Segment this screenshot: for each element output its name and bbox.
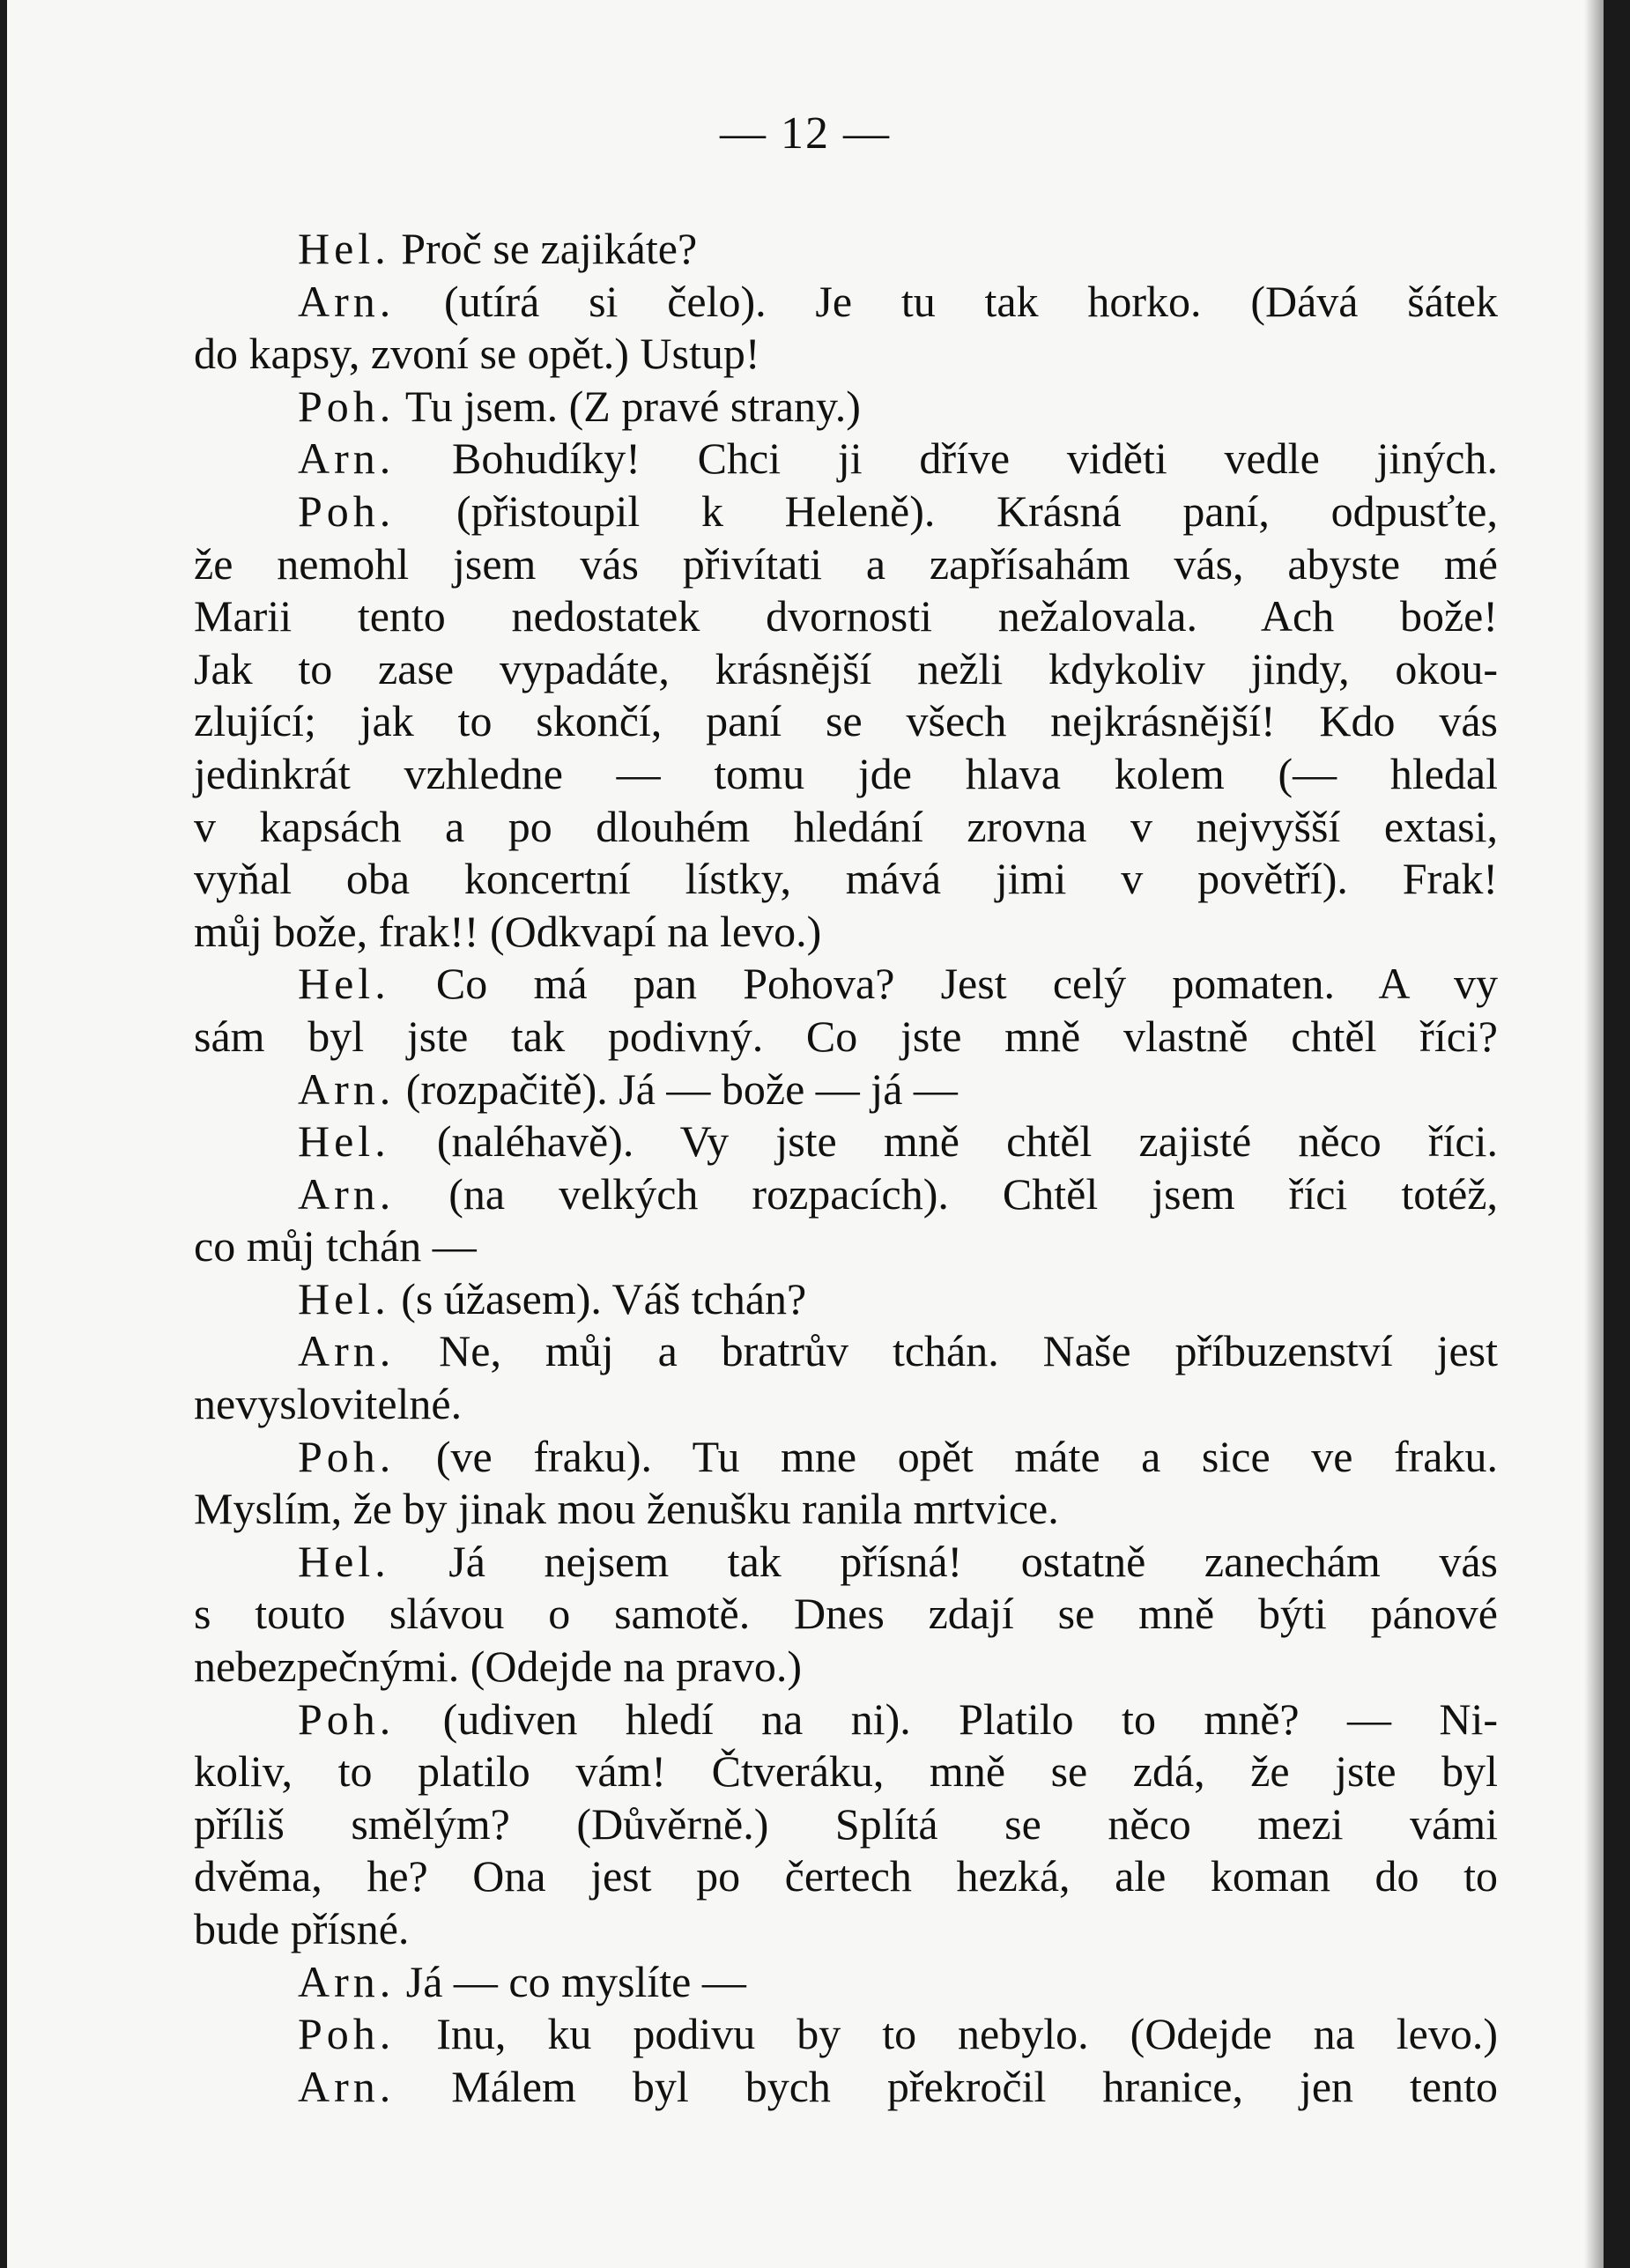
line-text: zlující; jak to skončí, paní se všech nejkrásnější! Kdo vás bbox=[194, 696, 1498, 746]
text-line bbox=[194, 433, 1498, 485]
speaker-name: Hel. bbox=[298, 1116, 390, 1167]
speaker-name: Poh. bbox=[298, 2009, 396, 2059]
line-text: (na velkých rozpacích). Chtěl jsem říci totéž, bbox=[395, 1168, 1498, 1219]
line-text: můj bože, frak!! (Odkvapí na levo.) bbox=[194, 906, 822, 956]
line-text: (přistoupil k Heleně). Krásná paní, odpusťte, bbox=[395, 485, 1498, 536]
speaker-name: Poh. bbox=[298, 381, 396, 431]
speaker-name: Poh. bbox=[298, 485, 396, 536]
line-text: (udiven hledí na ni). Platilo to mně? — Ni- bbox=[395, 1694, 1498, 1744]
speaker-name: Arn. bbox=[298, 276, 396, 326]
line-text: Ne, můj a bratrův tchán. Naše příbuzenství jest bbox=[395, 1326, 1498, 1376]
line-text: (rozpačitě). Já — bože — já — bbox=[395, 1064, 958, 1114]
line-text: Myslím, že by jinak mou ženušku ranila mrtvice. bbox=[194, 1484, 1059, 1534]
line-text: jedinkrát vzhledne — tomu jde hlava kolem (— hledal bbox=[194, 748, 1498, 798]
line-text: koliv, to platilo vám! Čtveráku, mně se zdá, že jste byl bbox=[194, 1746, 1498, 1797]
text-line bbox=[194, 1536, 1498, 1589]
speaker-name: Arn. bbox=[298, 1064, 396, 1114]
text-line bbox=[194, 1273, 1498, 1326]
page-edge-shadow bbox=[1584, 0, 1604, 2268]
text-line bbox=[194, 538, 1498, 591]
page-number: — 12 — bbox=[720, 108, 891, 159]
text-line bbox=[194, 748, 1498, 801]
speaker-name: Arn. bbox=[298, 434, 396, 484]
speaker-name: Poh. bbox=[298, 1694, 396, 1744]
line-text: Jak to zase vypadáte, krásnější nežli kdykoliv jindy, okou- bbox=[194, 643, 1498, 693]
speaker-name: Hel. bbox=[298, 1273, 390, 1323]
line-text: Marii tento nedostatek dvornosti nežalovala. Ach bože! bbox=[194, 591, 1498, 641]
text-line bbox=[194, 1431, 1498, 1484]
text-line bbox=[194, 1011, 1498, 1064]
line-text: Já nejsem tak přísná! ostatně zanechám vás bbox=[389, 1536, 1498, 1586]
speaker-name: Hel. bbox=[298, 224, 390, 273]
speaker-name: Hel. bbox=[298, 959, 390, 1009]
speaker-name: Arn. bbox=[298, 1168, 396, 1219]
text-line bbox=[194, 1220, 1498, 1273]
dialogue-text bbox=[194, 223, 1498, 2113]
text-line bbox=[194, 2008, 1498, 2061]
line-text: do kapsy, zvoní se opět.) Ustup! bbox=[194, 329, 760, 379]
line-text: dvěma, he? Ona jest po čertech hezká, ale koman do to bbox=[194, 1851, 1498, 1901]
line-text: (ve fraku). Tu mne opět máte a sice ve fraku. bbox=[395, 1431, 1498, 1481]
line-text: nevyslovitelné. bbox=[194, 1379, 463, 1429]
book-page bbox=[7, 0, 1604, 2268]
line-text: Proč se zajikáte? bbox=[389, 224, 698, 273]
text-line bbox=[194, 1378, 1498, 1431]
line-text: (naléhavě). Vy jste mně chtěl zajisté něco říci. bbox=[389, 1116, 1498, 1167]
text-line bbox=[194, 1903, 1498, 1956]
text-line bbox=[194, 801, 1498, 854]
line-text: Co má pan Pohova? Jest celý pomaten. A vy bbox=[389, 959, 1498, 1009]
text-line bbox=[194, 1168, 1498, 1221]
line-text: nebezpečnými. (Odejde na pravo.) bbox=[194, 1642, 802, 1692]
text-line bbox=[194, 695, 1498, 748]
text-line bbox=[194, 1115, 1498, 1168]
text-line bbox=[194, 1641, 1498, 1694]
text-line bbox=[194, 276, 1498, 329]
text-line bbox=[194, 1483, 1498, 1536]
line-text: Málem byl bych překročil hranice, jen tento bbox=[395, 2061, 1498, 2111]
speaker-name: Arn. bbox=[298, 2061, 396, 2111]
line-text: co můj tchán — bbox=[194, 1221, 477, 1271]
text-line bbox=[194, 1325, 1498, 1378]
line-text: že nemohl jsem vás přivítati a zapřísahám vás, abyste mé bbox=[194, 538, 1498, 589]
text-line bbox=[194, 328, 1498, 381]
text-line bbox=[194, 1694, 1498, 1746]
speaker-name: Poh. bbox=[298, 1431, 396, 1481]
line-text: příliš smělým? (Důvěrně.) Splítá se něco mezi vámi bbox=[194, 1798, 1498, 1849]
text-line bbox=[194, 381, 1498, 434]
line-text: sám byl jste tak podivný. Co jste mně vlastně chtěl říci? bbox=[194, 1011, 1498, 1061]
speaker-name: Arn. bbox=[298, 1956, 396, 2006]
line-text: (utírá si čelo). Je tu tak horko. (Dává šátek bbox=[395, 276, 1498, 326]
line-text: Bohudíky! Chci ji dříve viděti vedle jiných. bbox=[395, 434, 1498, 484]
speaker-name: Arn. bbox=[298, 1326, 396, 1376]
text-line bbox=[194, 1850, 1498, 1903]
text-line bbox=[194, 643, 1498, 696]
text-line bbox=[194, 1064, 1498, 1116]
text-line bbox=[194, 1798, 1498, 1851]
text-line bbox=[194, 1956, 1498, 2009]
line-text: vyňal oba koncertní lístky, mává jimi v povětří). Frak! bbox=[194, 854, 1498, 904]
text-line bbox=[194, 223, 1498, 276]
text-line bbox=[194, 853, 1498, 906]
text-line bbox=[194, 1588, 1498, 1641]
line-text: Tu jsem. (Z pravé strany.) bbox=[395, 381, 861, 431]
text-line bbox=[194, 590, 1498, 643]
speaker-name: Hel. bbox=[298, 1536, 390, 1586]
text-line bbox=[194, 485, 1498, 538]
text-line bbox=[194, 958, 1498, 1011]
text-line bbox=[194, 906, 1498, 959]
line-text: v kapsách a po dlouhém hledání zrovna v nejvyšší extasi, bbox=[194, 801, 1498, 851]
line-text: Inu, ku podivu by to nebylo. (Odejde na levo.) bbox=[395, 2009, 1498, 2059]
line-text: bude přísné. bbox=[194, 1904, 410, 1953]
line-text: Já — co myslíte — bbox=[395, 1956, 746, 2006]
line-text: s touto slávou o samotě. Dnes zdají se mně býti pánové bbox=[194, 1589, 1498, 1639]
text-line bbox=[194, 2061, 1498, 2114]
text-line bbox=[194, 1745, 1498, 1798]
line-text: (s úžasem). Váš tchán? bbox=[389, 1273, 807, 1323]
